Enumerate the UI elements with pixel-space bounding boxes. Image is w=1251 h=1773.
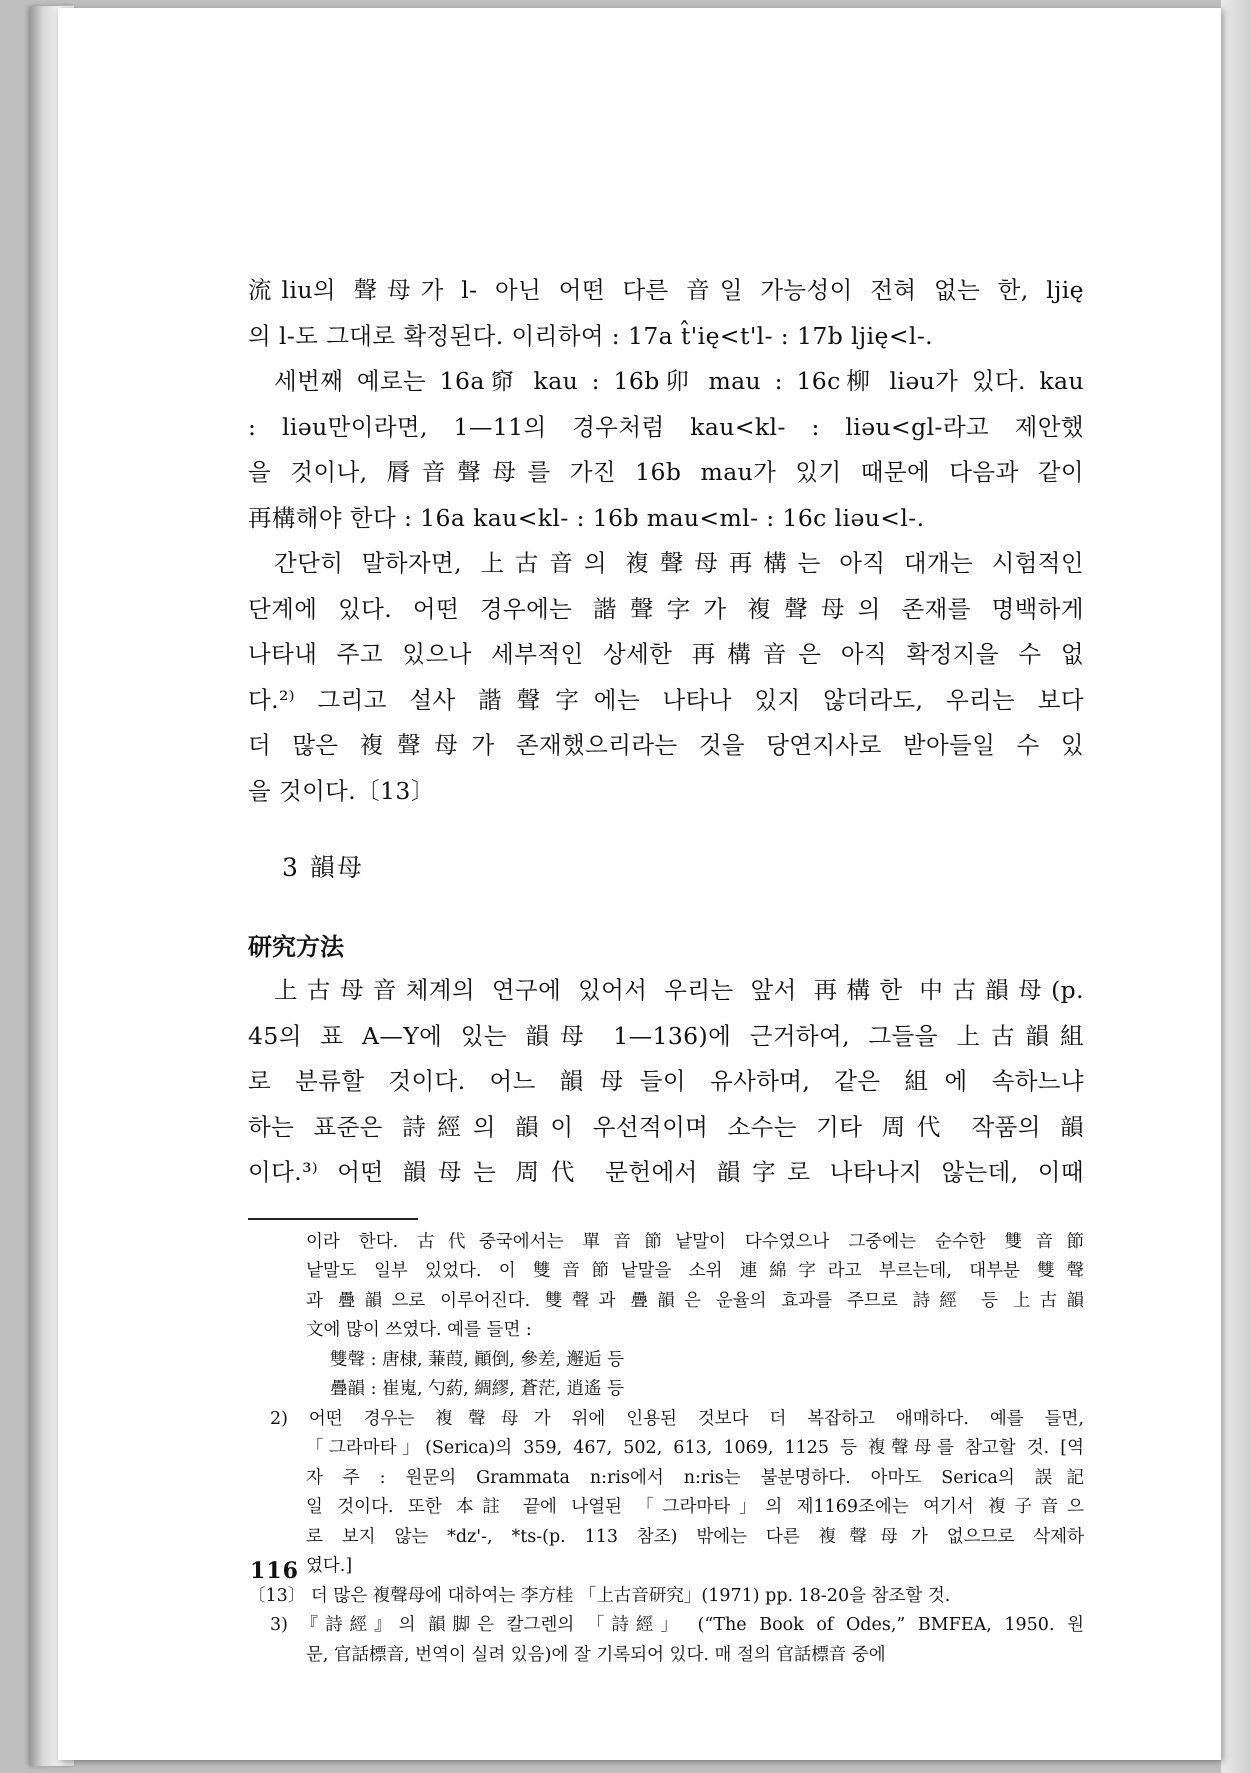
body-line: 다.²⁾ 그리고 설사 諧聲字에는 나타나 있지 않더라도, 우리는 보다 [248, 685, 1084, 714]
body-line: : liəu만이라면, 1—11의 경우처럼 kau<kl- : liəu<gl-라고 제안했 [248, 412, 1084, 441]
footnote-line: 낱말도 일부 있었다. 이 雙音節낱말을 소위 連綿字라고 부르는데, 대부분 雙聲 [306, 1261, 1084, 1281]
footnote-line: 文에 많이 쓰였다. 예를 들면 : [306, 1320, 532, 1340]
sub-heading: 研究方法 [248, 932, 344, 961]
section-text [248, 968, 1084, 1196]
body-line: 을 것이나, 脣音聲母를 가진 16b mau가 있기 때문에 다음과 같이 [248, 458, 1084, 486]
body-line: 의 l-도 그대로 확정된다. 이리하여 : 17a t̂'ię<t'l- : 17b ljię<l-. [248, 321, 934, 350]
page-content [248, 268, 1084, 1670]
footnote-13: 〔13〕 더 많은 複聲母에 대하여는 李方桂 「上古音研究」(1971) pp. 18-20을 참조할 것. [248, 1585, 951, 1606]
footnote-line: 자 주 : 원문의 Grammata n:ris에서 n:ris는 불분명하다. 아마도 Serica의 誤記 [306, 1467, 1084, 1488]
footnote-line: 이라 한다. 古代중국에서는 單音節낱말이 다수였으나 그중에는 순수한 雙音節 [306, 1231, 1084, 1252]
body-line: 再構해야 한다 : 16a kau<kl- : 16b mau<ml- : 16c liəu<l-. [248, 503, 925, 532]
body-line: 단계에 있다. 어떤 경우에는 諧聲字가 複聲母의 존재를 명백하게 [248, 594, 1084, 623]
footnote-line: 3) 『詩經』의 韻脚은 칼그렌의 「詩經」 (“The Book of Odes,” BMFEA, 1950. 원 [270, 1615, 1084, 1635]
body-line: 나타내 주고 있으나 세부적인 상세한 再構音은 아직 확정지을 수 없 [248, 640, 1084, 668]
footnote-line: 였다.] [306, 1556, 353, 1576]
body-text [248, 268, 1084, 814]
footnote-line: 일 것이다. 또한 本註 끝에 나열된 「그라마타」의 제1169조에는 여기서 複子音으 [306, 1497, 1084, 1517]
body-line: 이다.³⁾ 어떤 韻母는 周代 문헌에서 韻字로 나타나지 않는데, 이때 [248, 1158, 1084, 1186]
footnote-rule [248, 1218, 418, 1220]
footnote-line: 과 疊韻으로 이루어진다. 雙聲과 疊韻은 운율의 효과를 주므로 詩經 등 上古韻 [306, 1290, 1084, 1311]
body-line: 더 많은 複聲母가 존재했으리라는 것을 당연지사로 받아들일 수 있 [248, 731, 1084, 759]
page-number: 116 [250, 1558, 299, 1584]
footnote-example: 疊韻 : 崔嵬, 勺葯, 綢繆, 蒼茫, 逍遙 등 [330, 1379, 624, 1399]
footnote-line: 로 보지 않는 *dz'-, *ts-(p. 113 참조) 밖에는 다른 複聲母가 없으므로 삭제하 [306, 1526, 1084, 1547]
section-heading: 3 韻母 [282, 853, 364, 882]
body-line: 流liu의 聲母가 l- 아닌 어떤 다른 音일 가능성이 전혀 없는 한, ljię [248, 276, 1084, 304]
body-line: 간단히 말하자면, 上古音의 複聲母再構는 아직 대개는 시험적인 [274, 549, 1084, 577]
footnotes [248, 1228, 1084, 1671]
body-line: 로 분류할 것이다. 어느 韻母들이 유사하며, 같은 組에 속하느냐 [248, 1067, 1084, 1095]
footnote-line: 「그라마타」(Serica)의 359, 467, 502, 613, 1069, 1125 등 複聲母를 참고할 것. [역 [306, 1438, 1084, 1458]
footnote-line: 2) 어떤 경우는 複聲母가 위에 인용된 것보다 더 복잡하고 애매하다. 예를 들면, [270, 1408, 1084, 1429]
footnote-line: 문, 官話標音, 번역이 실려 있음)에 잘 기록되어 있다. 매 절의 官話標音 중에 [306, 1644, 886, 1665]
body-line: 하는 표준은 詩經의 韻이 우선적이며 소수는 기타 周代 작품의 韻 [248, 1112, 1084, 1141]
background-edge [1221, 0, 1251, 1773]
body-line: 을 것이다.〔13〕 [248, 776, 435, 805]
body-line: 세번째 예로는 16a窌 kau : 16b卯 mau : 16c柳 liəu가 있다. kau [274, 367, 1084, 395]
body-line: 45의 표 A—Y에 있는 韻母 1—136)에 근거하여, 그들을 上古韻組 [248, 1021, 1084, 1050]
footnote-example: 雙聲 : 唐棣, 蒹葭, 顚倒, 參差, 邂逅 등 [330, 1349, 624, 1370]
body-line: 上古母音체계의 연구에 있어서 우리는 앞서 再構한 中古韻母(p. [274, 976, 1084, 1004]
